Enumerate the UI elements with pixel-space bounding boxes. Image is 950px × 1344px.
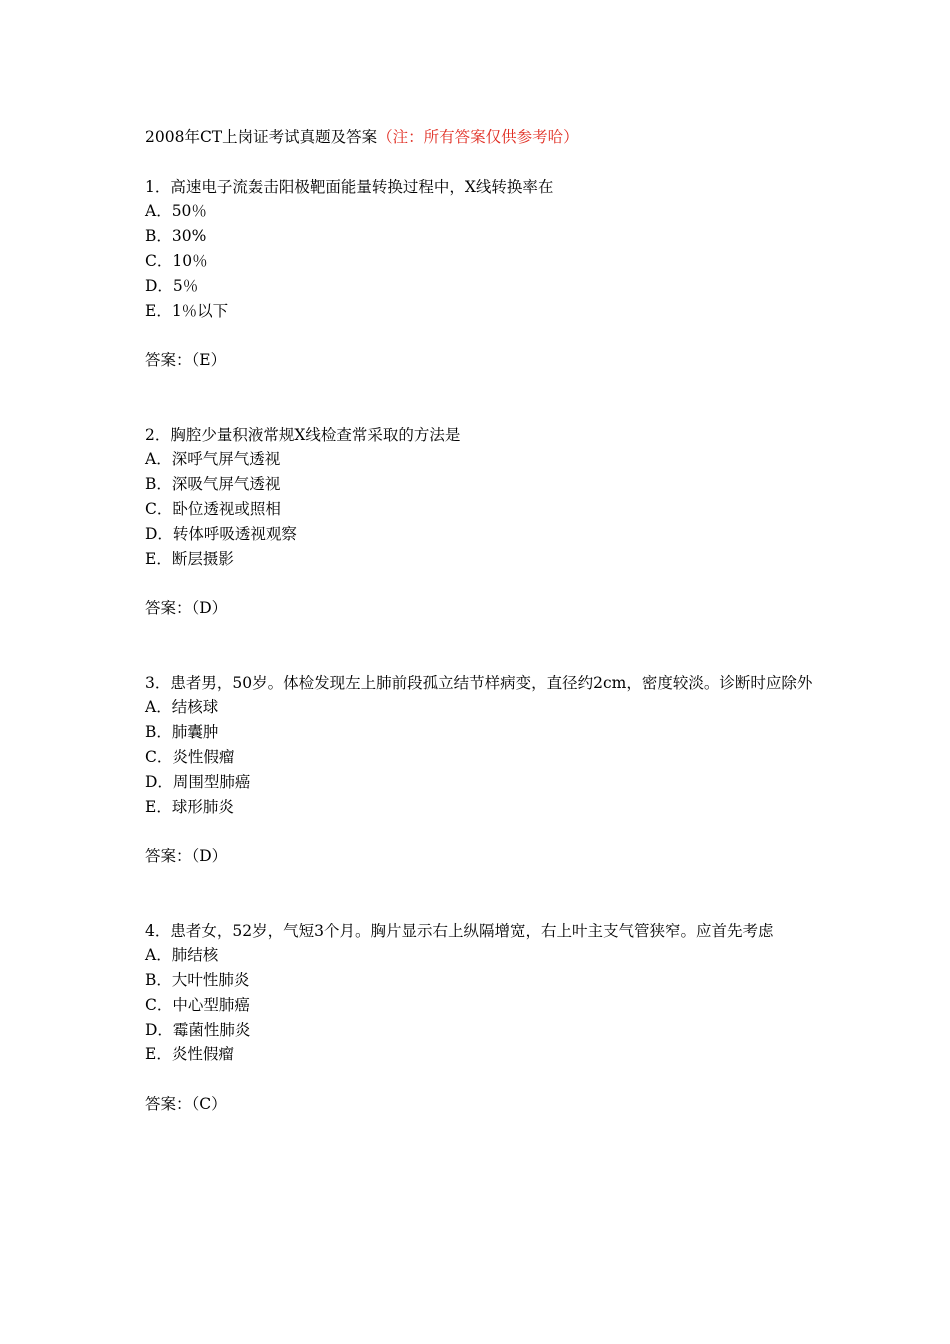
question-4 bbox=[145, 919, 815, 1117]
answer: 答案：（E） bbox=[145, 351, 227, 370]
option-e: E．炎性假瘤 bbox=[145, 1045, 234, 1064]
spacer bbox=[145, 373, 815, 423]
option-a: A．肺结核 bbox=[145, 946, 219, 965]
option-e: E．断层摄影 bbox=[145, 549, 234, 568]
option-a: A．结核球 bbox=[145, 698, 219, 717]
document-body bbox=[145, 125, 815, 1117]
option-c: C．炎性假瘤 bbox=[145, 747, 235, 766]
option-c: C．10％ bbox=[145, 251, 208, 270]
question-1 bbox=[145, 175, 815, 373]
option-e: E．1％以下 bbox=[145, 301, 229, 320]
option-c: C．中心型肺癌 bbox=[145, 995, 250, 1014]
option-d: D．5％ bbox=[145, 276, 199, 295]
option-d: D．周围型肺癌 bbox=[145, 772, 251, 791]
question-stem: 3．患者男，50岁。体检发现左上肺前段孤立结节样病变，直径约2cm，密度较淡。诊断时应除外 bbox=[145, 673, 813, 692]
document-title-line bbox=[145, 125, 815, 150]
option-b: B．深吸气屏气透视 bbox=[145, 475, 281, 494]
question-3 bbox=[145, 671, 815, 869]
answer: 答案：（D） bbox=[145, 847, 228, 866]
question-stem: 1．高速电子流轰击阳极靶面能量转换过程中，X线转换率在 bbox=[145, 177, 554, 196]
option-a: A．深呼气屏气透视 bbox=[145, 450, 281, 469]
document-title: 2008年CT上岗证考试真题及答案 bbox=[145, 128, 378, 146]
option-b: B．肺囊肿 bbox=[145, 723, 219, 742]
spacer bbox=[145, 869, 815, 919]
option-a: A．50％ bbox=[145, 202, 207, 221]
question-2 bbox=[145, 423, 815, 621]
spacer bbox=[145, 621, 815, 671]
question-stem: 4．患者女，52岁，气短3个月。胸片显示右上纵隔增宽，右上叶主支气管狭窄。应首先考虑 bbox=[145, 921, 774, 940]
answer: 答案：（D） bbox=[145, 599, 228, 618]
document-note: （注：所有答案仅供参考哈） bbox=[377, 128, 579, 146]
option-d: D．霉菌性肺炎 bbox=[145, 1020, 251, 1039]
option-b: B．大叶性肺炎 bbox=[145, 971, 250, 990]
option-d: D．转体呼吸透视观察 bbox=[145, 524, 297, 543]
option-c: C．卧位透视或照相 bbox=[145, 499, 281, 518]
question-stem: 2．胸腔少量积液常规X线检查常采取的方法是 bbox=[145, 425, 461, 444]
option-b: B．30% bbox=[145, 227, 207, 246]
option-e: E．球形肺炎 bbox=[145, 797, 234, 816]
answer: 答案：（C） bbox=[145, 1095, 227, 1114]
